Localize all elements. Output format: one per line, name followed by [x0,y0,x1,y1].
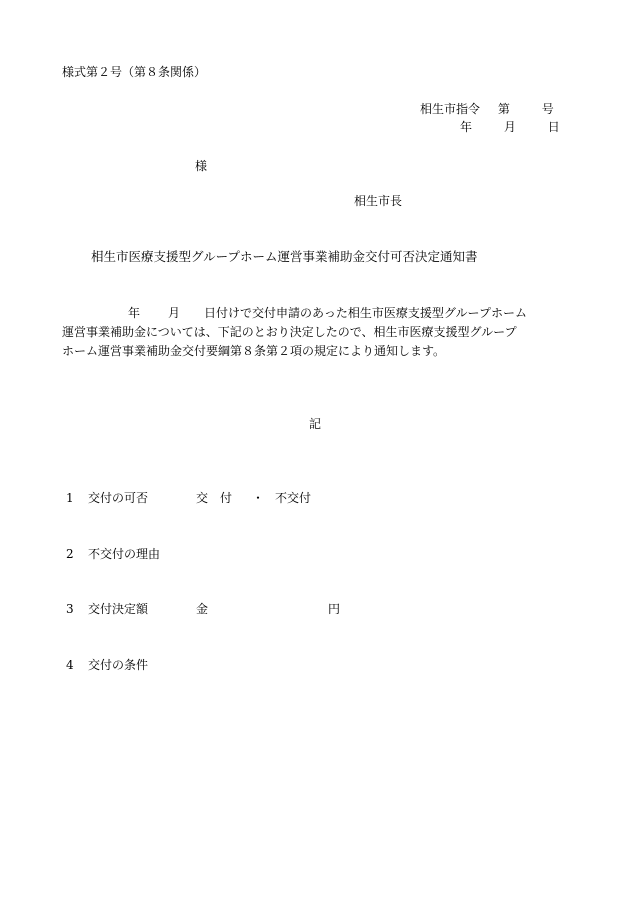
body-line-1-text: 日付けで交付申請のあった相生市医療支援型グループホーム [204,306,527,320]
addressee: 様 [195,159,208,173]
item-number: 4 [66,658,74,672]
option-non-grant: 不交付 [275,491,312,505]
option-separator: ・ [252,491,265,505]
body-paragraph [62,304,572,361]
ki-heading: 記 [309,417,322,431]
date-year: 年 [460,120,473,134]
document-title: 相生市医療支援型グループホーム運営事業補助金交付可否決定通知書 [91,249,478,264]
item-label: 交付の可否 [88,491,149,505]
item-non-grant-reason [66,546,160,562]
document-number-prefix: 相生市指令 [420,102,481,116]
item-number: 3 [66,602,74,616]
item-approval [66,490,148,506]
body-line-2: 運営事業補助金については、下記のとおり決定したので、相生市医療支援型グループ [62,325,517,339]
date-day: 日 [547,120,560,134]
item-grant-conditions [66,657,148,673]
form-number: 様式第２号（第８条関係） [62,65,207,79]
item-number: 1 [66,491,74,505]
body-year: 年 [128,306,141,320]
document-number-dai: 第 [497,102,510,116]
body-line-3: ホーム運営事業補助金交付要綱第８条第２項の規定により通知します。 [62,344,446,358]
body-line-1 [62,304,572,323]
item-label: 不交付の理由 [88,547,161,561]
issuer: 相生市長 [354,194,403,208]
date-month: 月 [503,120,516,134]
document-number [420,101,554,117]
item-grant-amount [66,601,148,617]
document-number-go: 号 [541,102,554,116]
item-label: 交付決定額 [88,602,149,616]
item-number: 2 [66,547,74,561]
body-month: 月 [168,306,181,320]
amount-yen: 円 [328,602,341,616]
option-grant: 交 付 [196,491,233,505]
item-label: 交付の条件 [88,658,149,672]
amount-kin: 金 [196,602,209,616]
document-date [460,119,560,135]
